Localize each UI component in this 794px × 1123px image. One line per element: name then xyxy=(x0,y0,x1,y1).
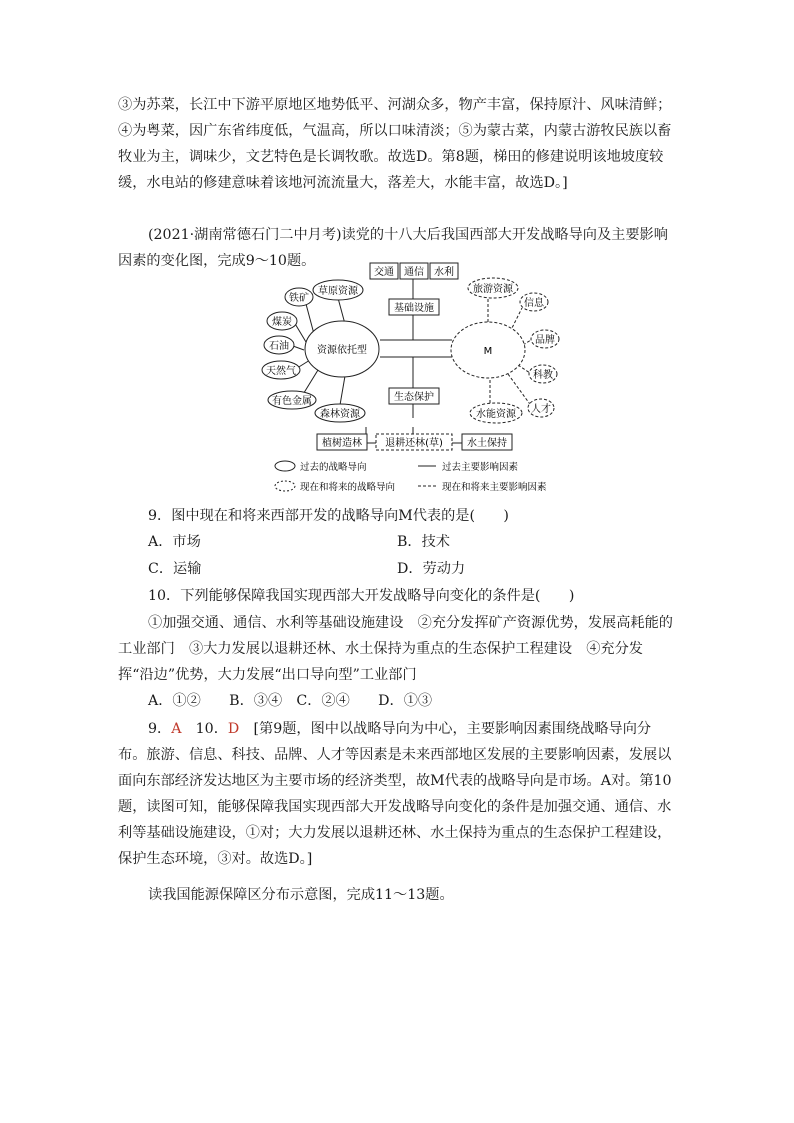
answer-9-number: 9． xyxy=(148,721,172,737)
q9-option-d: D．劳动力 xyxy=(397,561,466,577)
item-grassland: 草原资源 xyxy=(318,286,358,297)
item-nonferrous-metal: 有色金属 xyxy=(272,396,312,407)
legend-past-direction: 过去的战略导向 xyxy=(300,462,367,473)
answer-10-number: 10． xyxy=(181,721,228,737)
legend-past-factor: 过去主要影响因素 xyxy=(442,462,519,473)
answer-explanation: [第9题，图中以战略导向为中心，主要影响因素围绕战略导向分布。旅游、信息、科技、品牌、人才等因素是未来西部地区发展的主要影响因素，发展以面向东部经济发达地区为主要市场的经济类型，故M代表的战略导向是市场。A对。第10题，读图可知，能够保障我国实现西部大开发战略导向变化的条件是加强交通、通信、水利等基础设施建设，①对；大力发展以退耕还林、水土保持为重点的生态保护工程建设，保护生态环境，③对。故选D。] xyxy=(118,721,672,867)
q10-stem: 10．下列能够保障我国实现西部大开发战略导向变化的条件是( ) xyxy=(148,588,575,604)
box-communication: 通信 xyxy=(404,267,424,278)
item-information: 信息 xyxy=(524,298,544,309)
item-forest: 森林资源 xyxy=(320,409,360,420)
legend-now-direction: 现在和将来的战略导向 xyxy=(300,482,396,493)
item-sci-edu: 科教 xyxy=(533,370,553,381)
box-return-farmland: 退耕还林(草) xyxy=(385,438,443,449)
box-eco-protection: 生态保护 xyxy=(394,392,434,403)
q9-stem: 9．图中现在和将来西部开发的战略导向M代表的是( ) xyxy=(148,508,509,524)
item-talent: 人才 xyxy=(531,404,551,415)
center-m: M xyxy=(483,346,493,357)
box-afforestation: 植树造林 xyxy=(322,438,362,449)
item-hydropower: 水能资源 xyxy=(476,409,516,420)
item-natural-gas: 天然气 xyxy=(266,366,296,377)
box-transport: 交通 xyxy=(374,267,394,278)
q10-body: ①加强交通、通信、水利等基础设施建设 ②充分发挥矿产资源优势，发展高耗能的工业部门 ③大力发展以退耕还林、水土保持为重点的生态保护工程建设 ④充分发挥“沿边”优势，大力发展“出口导向型”工业部门 xyxy=(118,615,673,683)
question-intro: (2021·湖南常德石门二中月考)读党的十八大后我国西部大开发战略导向及主要影响因素的变化图，完成9～10题。 xyxy=(118,227,668,269)
q10-options: A．①② B．③④ C．②④ D．①③ xyxy=(148,693,433,709)
west-development-diagram xyxy=(258,260,578,500)
paragraph-answer-8: ③为苏菜，长江中下游平原地区地势低平、河湖众多，物产丰富，保持原汁、风味清鲜；④为粤菜，因广东省纬度低，气温高，所以口味清淡；⑤为蒙古菜，内蒙古游牧民族以畜牧业为主，调味少，文艺特色是长调牧歌。故选D。第8题，梯田的修建说明该地坡度较缓，水电站的修建意味着该地河流流量大，落差大，水能丰富，故选D。] xyxy=(118,97,672,191)
next-question-intro: 读我国能源保障区分布示意图，完成11～13题。 xyxy=(148,887,454,903)
center-resource-type: 资源依托型 xyxy=(317,345,367,356)
q9-option-a: A．市场 xyxy=(148,534,201,550)
answer-10-letter: D xyxy=(227,721,240,737)
q9-option-b: B．技术 xyxy=(397,534,450,550)
item-oil: 石油 xyxy=(269,341,289,352)
item-brand: 品牌 xyxy=(535,335,555,346)
answer-9-letter: A xyxy=(171,721,182,737)
item-tourism: 旅游资源 xyxy=(473,284,513,295)
answer-9-10 xyxy=(118,716,678,872)
q9-option-c: C．运输 xyxy=(148,561,202,577)
box-infrastructure: 基础设施 xyxy=(394,303,434,314)
item-coal: 煤炭 xyxy=(272,317,292,328)
legend-now-factor: 现在和将来主要影响因素 xyxy=(442,482,547,493)
box-water: 水利 xyxy=(434,267,454,278)
item-iron: 铁矿 xyxy=(289,293,309,304)
box-soil-conservation: 水土保持 xyxy=(467,438,507,449)
